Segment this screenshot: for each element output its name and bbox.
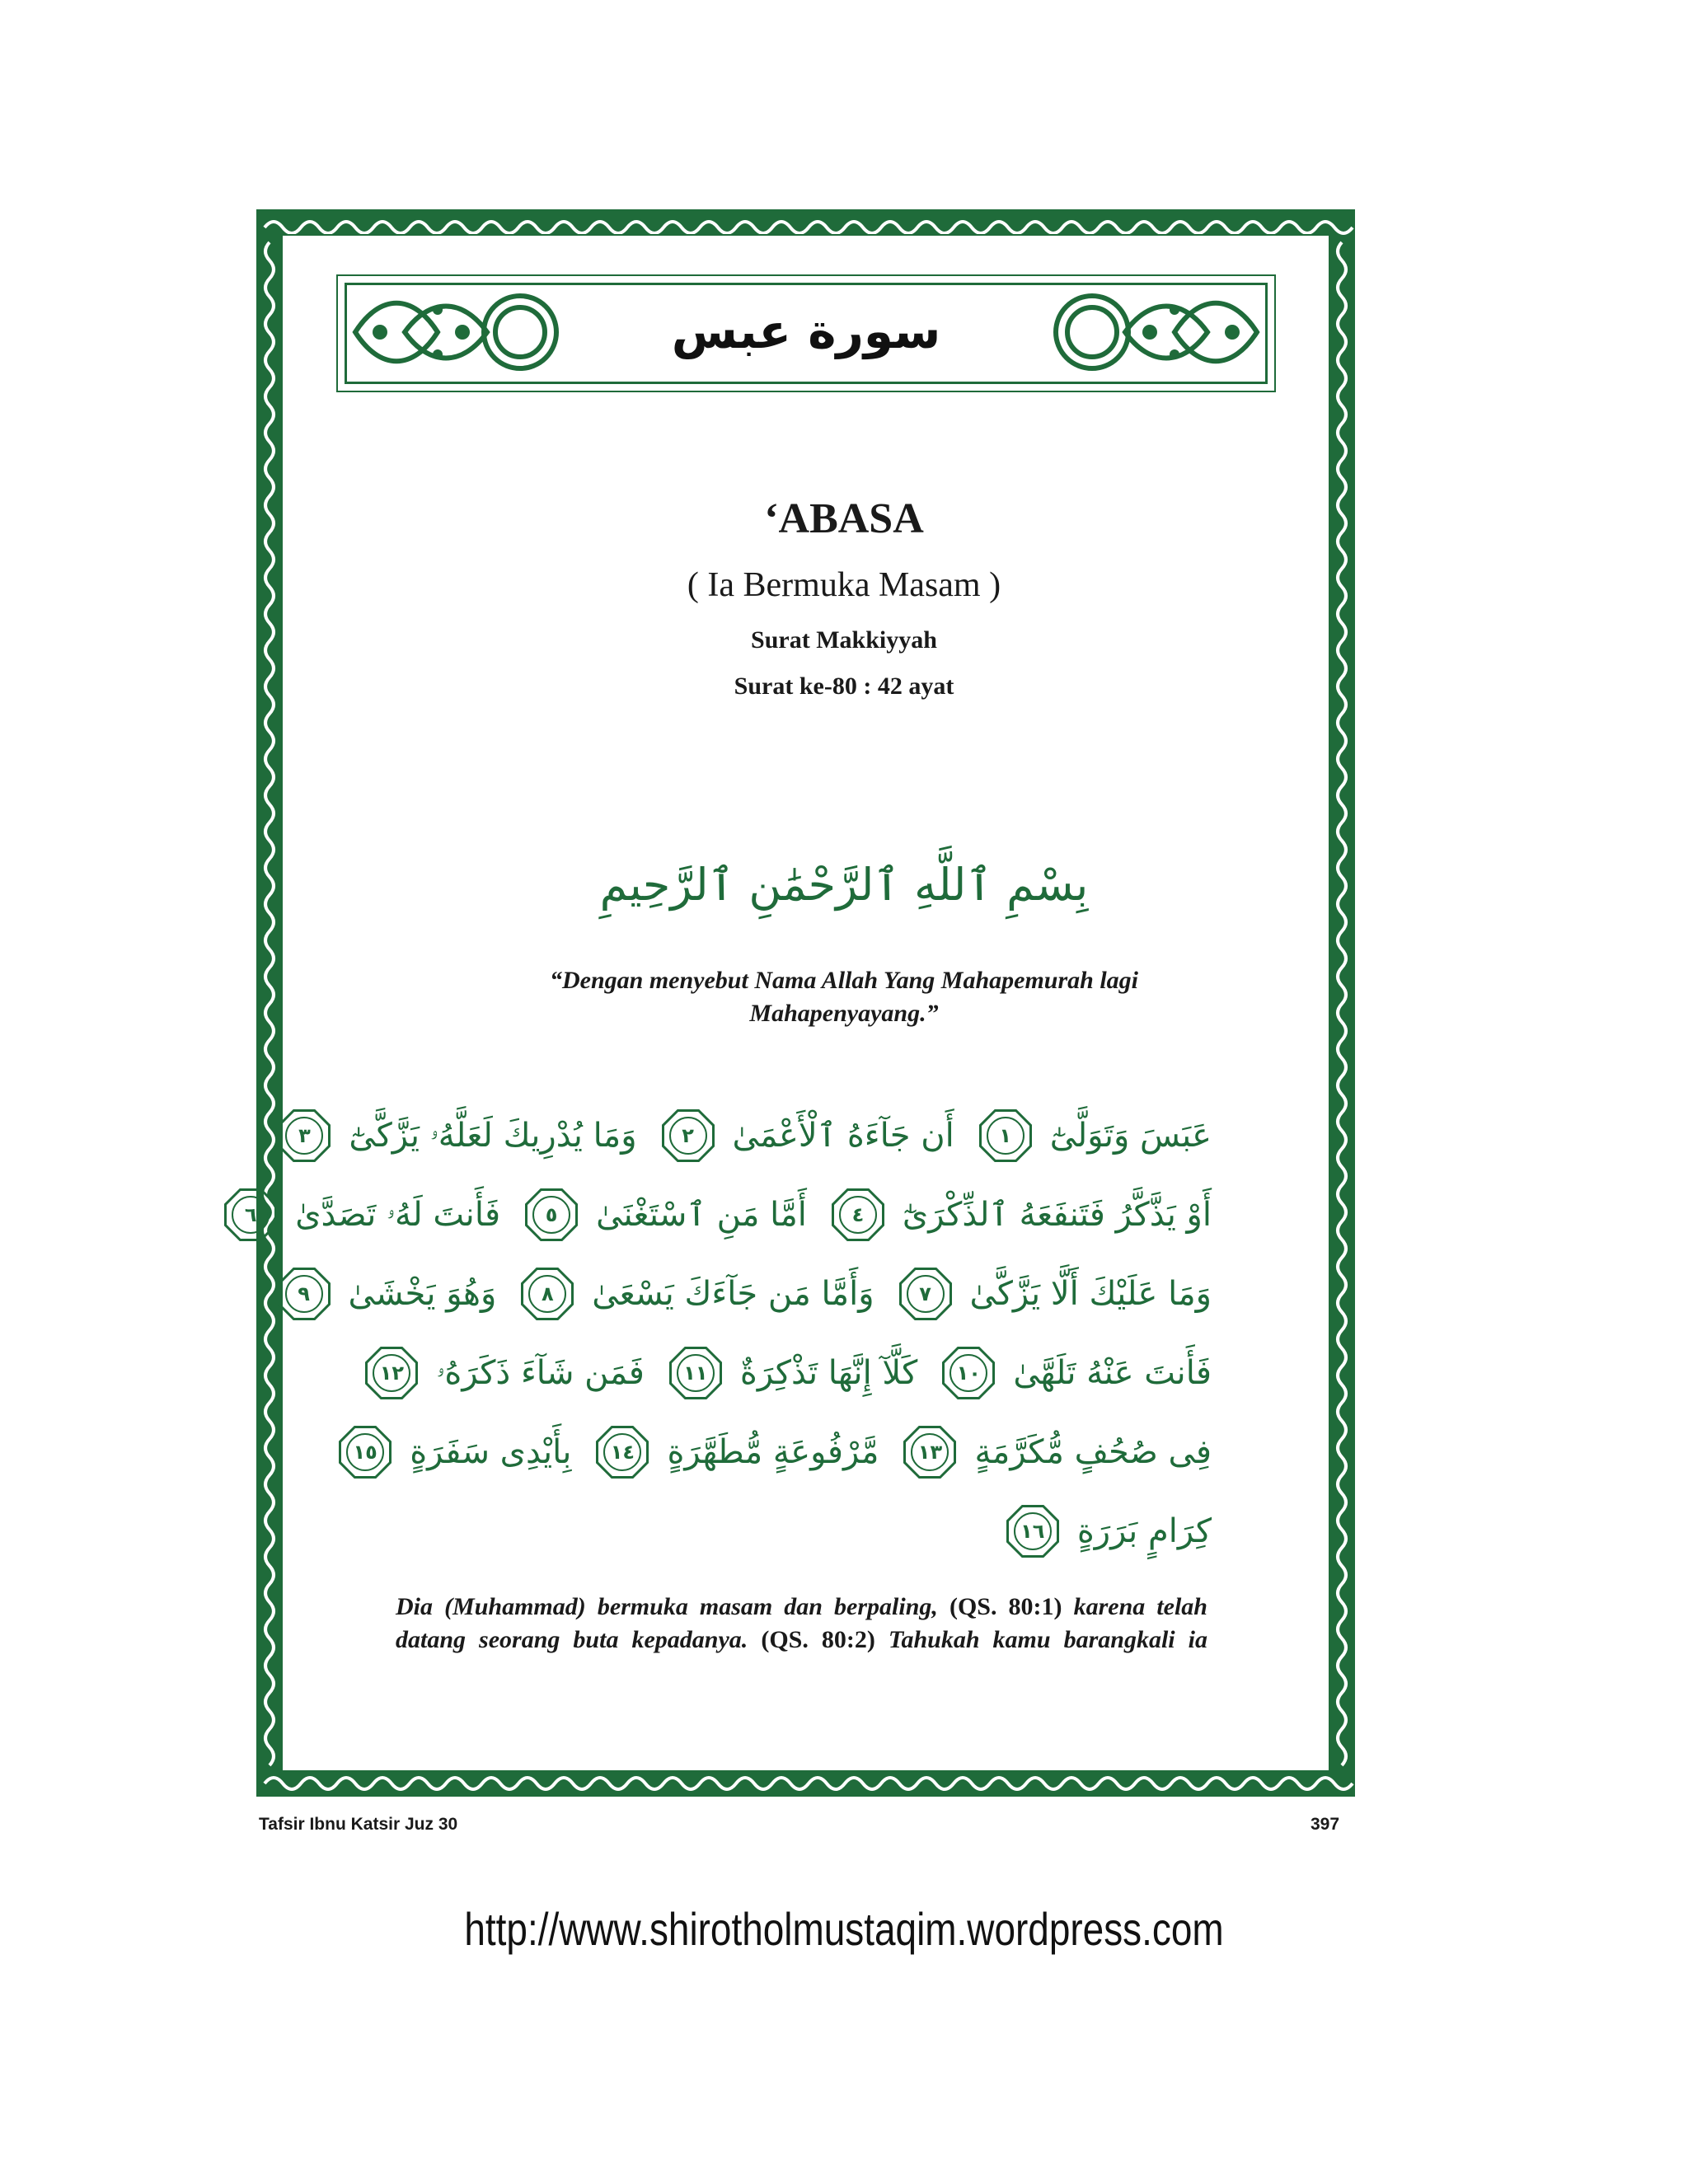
verse-number-marker: [666, 1343, 725, 1403]
verse-number: ٩: [298, 1282, 310, 1305]
verse-number: ١: [999, 1124, 1012, 1147]
verse-text: وَمَا عَلَيْكَ أَلَّا يَزَّكَّىٰ: [969, 1275, 1212, 1313]
verse-number: ٨: [541, 1282, 554, 1305]
verse-number-marker: [1003, 1502, 1062, 1561]
translation-ref-1: (QS. 80:1): [949, 1593, 1062, 1620]
verse-number-marker: [659, 1106, 718, 1165]
verse-number: ١٥: [353, 1441, 377, 1464]
footer-book-title: Tafsir Ibnu Katsir Juz 30: [259, 1815, 458, 1834]
verse-number: ٢: [682, 1124, 694, 1147]
verse-text: بِأَيْدِى سَفَرَةٍ: [410, 1433, 572, 1471]
verse-translation: [396, 1591, 1207, 1657]
verse-number-marker: [362, 1343, 421, 1403]
verse-text: عَبَسَ وَتَوَلَّىٰٓ: [1049, 1117, 1212, 1155]
verse-text: أَوْ يَذَّكَّرُ فَتَنفَعَهُ ٱلذِّكْرَىٰٓ: [902, 1196, 1212, 1234]
surah-info: Surat ke-80 : 42 ayat: [734, 673, 954, 700]
translation-ref-2: (QS. 80:2): [761, 1626, 875, 1653]
basmala-arabic: بِسْمِ ٱللَّهِ ٱلرَّحْمَٰنِ ٱلرَّحِيمِ: [599, 859, 1089, 911]
website-url: http://www.shirotholmustaqim.wordpress.com: [464, 1903, 1224, 1955]
verse-item: [828, 1185, 1212, 1244]
verse-number: ١٣: [917, 1441, 943, 1464]
verse-item: [939, 1343, 1212, 1403]
verse-number-marker: [896, 1264, 955, 1324]
verse-row: [379, 1333, 1212, 1413]
verse-item: [593, 1422, 879, 1482]
verse-text: كِرَامٍ بَرَرَةٍ: [1076, 1512, 1212, 1550]
translation-part-3: Tahukah kamu barangkali ia: [888, 1626, 1207, 1653]
basmala-translation-line-1: “Dengan menyebut Nama Allah Yang Mahapemurah lagi: [549, 967, 1139, 994]
verse-item: [666, 1343, 917, 1403]
surah-header-band: [345, 283, 1268, 384]
verse-text: فَأَنتَ عَنْهُ تَلَهَّىٰ: [1013, 1354, 1212, 1392]
verse-number-marker: [221, 1185, 280, 1244]
verse-text: فِى صُحُفٍ مُّكَرَّمَةٍ: [974, 1433, 1212, 1471]
verse-number: ١١: [683, 1361, 708, 1385]
verse-row: [244, 1175, 1212, 1254]
verse-item: [659, 1106, 954, 1165]
verse-text: وَمَا يُدْرِيكَ لَعَلَّهُۥ يَزَّكَّىٰٓ: [349, 1117, 637, 1155]
verse-item: [1003, 1502, 1212, 1561]
verse-row: [387, 1492, 1212, 1571]
verse-number: ١٦: [1020, 1520, 1045, 1543]
verse-number: ٧: [919, 1282, 931, 1305]
basmala-translation: [0, 964, 1688, 1030]
verse-row: [353, 1413, 1212, 1492]
surah-type: Surat Makkiyyah: [751, 626, 937, 654]
verse-text: كَلَّآ إِنَّهَا تَذْكِرَةٌ: [739, 1354, 918, 1392]
verse-number-marker: [900, 1422, 959, 1482]
surah-title: ‘ABASA: [764, 495, 924, 542]
verse-text: فَأَنتَ لَهُۥ تَصَدَّىٰ: [295, 1196, 501, 1234]
surah-name-arabic: سورة عبس: [671, 303, 941, 359]
verse-item: [362, 1343, 645, 1403]
verse-number: ١٢: [379, 1361, 404, 1385]
translation-part-1: Dia (Muhammad) bermuka masam dan berpaling,: [396, 1593, 938, 1620]
verse-number-marker: [976, 1106, 1035, 1165]
verse-number-marker: [274, 1106, 334, 1165]
verse-item: [976, 1106, 1212, 1165]
verse-row: [298, 1254, 1212, 1333]
verse-number-marker: [518, 1264, 577, 1324]
surah-header-box: [336, 274, 1276, 392]
verse-item: [274, 1264, 497, 1324]
verse-number-marker: [828, 1185, 888, 1244]
verse-text: وَهُوَ يَخْشَىٰ: [348, 1275, 497, 1313]
verse-number: ٤: [851, 1203, 865, 1226]
verse-number: ٦: [244, 1203, 257, 1226]
verse-row: [298, 1096, 1212, 1175]
basmala-translation-line-2: Mahapenyayang.”: [749, 1000, 939, 1027]
verse-item: [900, 1422, 1212, 1482]
verse-item: [221, 1185, 500, 1244]
verses-block: [244, 1096, 1212, 1571]
verse-text: وَأَمَّا مَن جَآءَكَ يَسْعَىٰ: [592, 1275, 874, 1313]
verse-number-marker: [522, 1185, 581, 1244]
verse-number-marker: [939, 1343, 998, 1403]
verse-text: فَمَن شَآءَ ذَكَرَهُۥ: [436, 1354, 645, 1392]
footer-page-number: 397: [1311, 1815, 1340, 1834]
surah-meaning: ( Ia Bermuka Masam ): [687, 566, 1001, 604]
verse-number-marker: [335, 1422, 395, 1482]
verse-text: أَن جَآءَهُ ٱلْأَعْمَىٰ: [732, 1117, 954, 1155]
verse-item: [274, 1106, 636, 1165]
verse-item: [518, 1264, 874, 1324]
verse-number: ٣: [298, 1124, 311, 1147]
verse-item: [896, 1264, 1212, 1324]
verse-number: ٥: [545, 1203, 558, 1226]
verse-number-marker: [593, 1422, 652, 1482]
verse-text: أَمَّا مَنِ ٱسْتَغْنَىٰ: [596, 1196, 807, 1234]
verse-item: [522, 1185, 807, 1244]
verse-text: مَّرْفُوعَةٍ مُّطَهَّرَةٍ: [667, 1433, 879, 1471]
verse-number: ١٠: [956, 1361, 981, 1385]
verse-number-marker: [274, 1264, 334, 1324]
verse-item: [335, 1422, 571, 1482]
translation-part-2: karena telah datang seorang buta kepadanya.: [396, 1593, 1207, 1653]
verse-number: ١٤: [610, 1441, 635, 1464]
